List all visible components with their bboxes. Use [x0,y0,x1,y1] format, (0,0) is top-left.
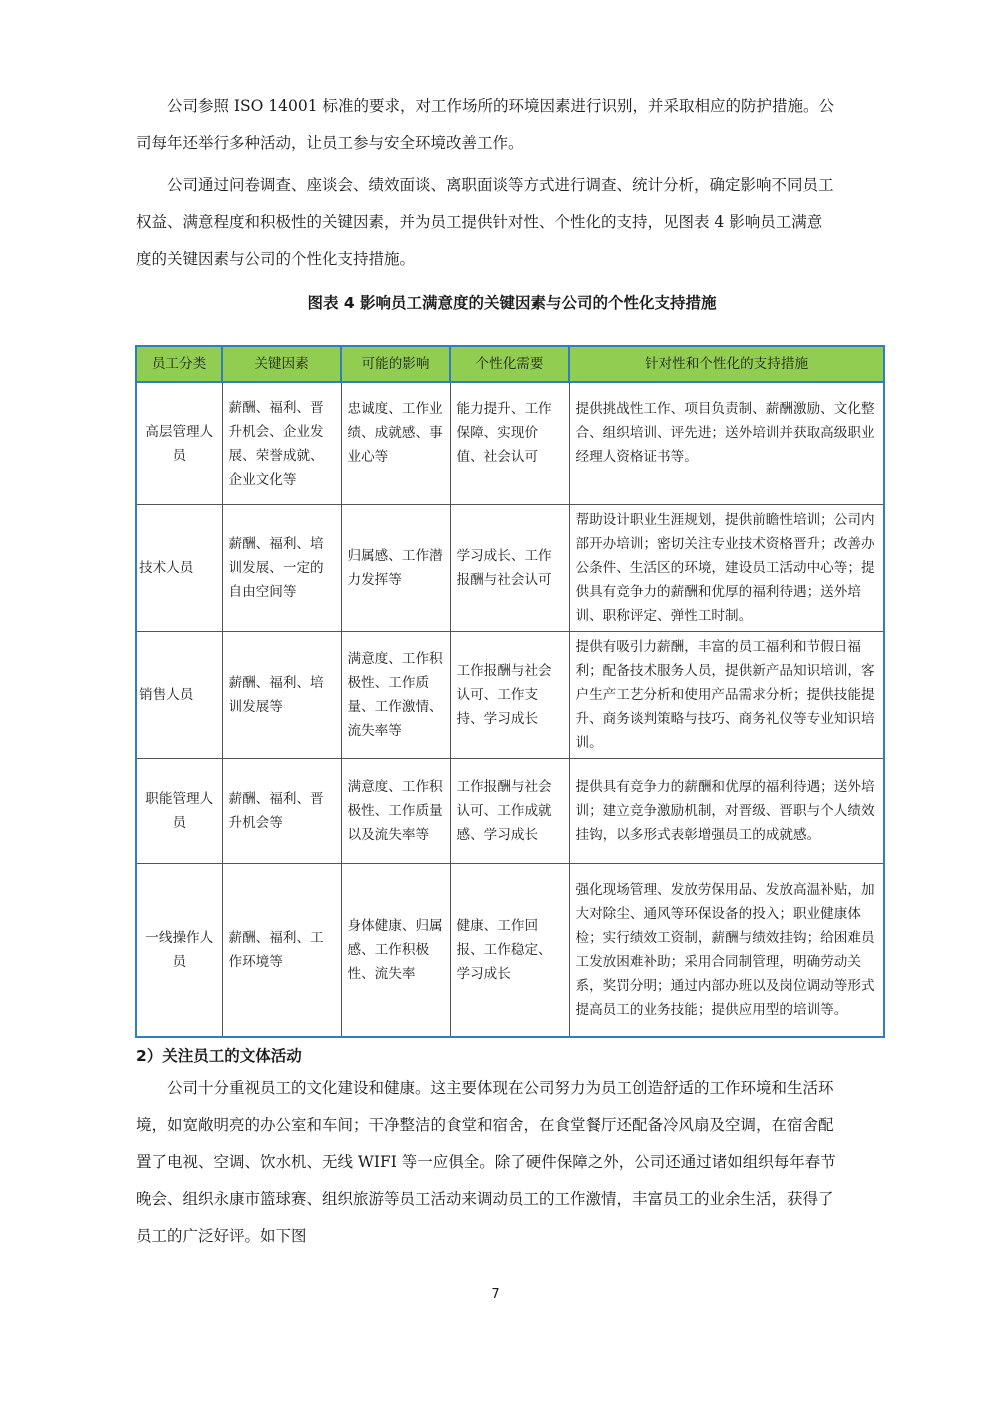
paragraph-line: 公司通过问卷调查、座谈会、绩效面谈、离职面谈等方式进行调查、统计分析，确定影响不同员工 [136,176,834,194]
cell-impact: 归属感、工作潜力发挥等 [341,505,450,632]
table-row [136,632,884,759]
paragraph-line: 晚会、组织永康市篮球赛、组织旅游等员工活动来调动员工的工作激情，丰富员工的业余生活，获得了 [136,1190,834,1208]
cell-needs: 健康、工作回报、工作稳定、学习成长 [450,864,569,1038]
cell-impact: 满意度、工作积极性、工作质 量、工作激情、流失率等 [341,632,450,759]
section-heading: 2）关注员工的文体活动 [136,1047,302,1065]
table-caption: 图表 4 影响员工满意度的关键因素与公司的个性化支持措施 [307,294,717,312]
header-impact: 可能的影响 [341,346,450,382]
cell-category: 一线操作人员 [136,864,222,1038]
paragraph-line: 员工的广泛好评。如下图 [136,1227,307,1245]
header-factors: 关键因素 [222,346,341,382]
table-row [136,864,884,1038]
cell-needs: 工作报酬与社会认可、工作成就感、学习成长 [450,759,569,864]
cell-category: 职能管理人员 [136,759,222,864]
paragraph-line: 置了电视、空调、饮水机、无线 WIFI 等一应俱全。除了硬件保障之外，公司还通过诸如组织每年春节 [136,1153,836,1171]
cell-needs: 学习成长、工作报酬与社会认可 [450,505,569,632]
paragraph-iso-14001 [136,88,888,162]
header-needs: 个性化需要 [450,346,569,382]
table-row [136,505,884,632]
paragraph-line: 度的关键因素与公司的个性化支持措施。 [136,250,416,268]
cell-category: 高层管理人员 [136,382,222,505]
cell-measures: 提供具有竞争力的薪酬和优厚的福利待遇；送外培训；建立竞争激励机制，对晋级、晋职与个人绩效挂钩，以多形式表彰增强员工的成就感。 [569,759,884,864]
cell-impact: 忠诚度、工作业绩、成就感、事业心等 [341,382,450,505]
cell-factors: 薪酬、福利、晋升机会等 [222,759,341,864]
table-row [136,382,884,505]
header-category: 员工分类 [136,346,222,382]
table-row [136,759,884,864]
cell-measures: 帮助设计职业生涯规划，提供前瞻性培训；公司内部开办培训；密切关注专业技术资格晋升；改善办公条件、生活区的环境，建设员工活动中心等；提供具有竞争力的薪酬和优厚的福利待遇；送外培训、职称评定、弹性工时制。 [569,505,884,632]
paragraph-survey-methods [136,167,888,278]
cell-category: 销售人员 [136,632,222,759]
cell-measures: 强化现场管理、发放劳保用品、发放高温补贴，加大对除尘、通风等环保设备的投入；职业健康体检；实行绩效工资制，薪酬与绩效挂钩；给困难员工发放困难补助；采用合同制管理，明确劳动关系，奖罚分明；通过内部办班以及岗位调动等形式提高员工的业务技能；提供应用型的培训等。 [569,864,884,1038]
paragraph-culture-health [136,1070,888,1255]
page-number: 7 [491,1287,500,1302]
cell-measures: 提供有吸引力薪酬，丰富的员工福利和节假日福利；配备技术服务人员，提供新产品知识培训，客户生产工艺分析和使用产品需求分析；提供技能提升、商务谈判策略与技巧、商务礼仪等专业知识培训。 [569,632,884,759]
employee-factors-table [135,345,885,1038]
cell-measures: 提供挑战性工作、项目负责制、薪酬激励、文化整合、组织培训、评先进；送外培训并获取高级职业经理人资格证书等。 [569,382,884,505]
cell-factors: 薪酬、福利、培训发展等 [222,632,341,759]
cell-impact: 满意度、工作积极性、工作质量以及流失率等 [341,759,450,864]
cell-needs: 工作报酬与社会认可、工作支持、学习成长 [450,632,569,759]
cell-category: 技术人员 [136,505,222,632]
cell-factors: 薪酬、福利、培训发展、一定的自由空间等 [222,505,341,632]
header-measures: 针对性和个性化的支持措施 [569,346,884,382]
paragraph-line: 司每年还举行多种活动，让员工参与安全环境改善工作。 [136,134,524,152]
table-header-row [136,346,884,382]
cell-impact: 身体健康、归属感、工作积极性、流失率 [341,864,450,1038]
paragraph-line: 公司十分重视员工的文化建设和健康。这主要体现在公司努力为员工创造舒适的工作环境和生活环 [136,1079,834,1097]
paragraph-line: 权益、满意程度和积极性的关键因素，并为员工提供针对性、个性化的支持，见图表 4 影响员工满意 [136,213,823,231]
paragraph-line: 公司参照 ISO 14001 标准的要求，对工作场所的环境因素进行识别，并采取相应的防护措施。公 [136,97,835,115]
paragraph-line: 境，如宽敞明亮的办公室和车间；干净整洁的食堂和宿舍，在食堂餐厅还配备冷风扇及空调，在宿舍配 [136,1116,834,1134]
cell-needs: 能力提升、工作保障、实现价值、社会认可 [450,382,569,505]
cell-factors: 薪酬、福利、工作环境等 [222,864,341,1038]
cell-factors: 薪酬、福利、晋升机会、企业发展、荣誉成就、企业文化等 [222,382,341,505]
